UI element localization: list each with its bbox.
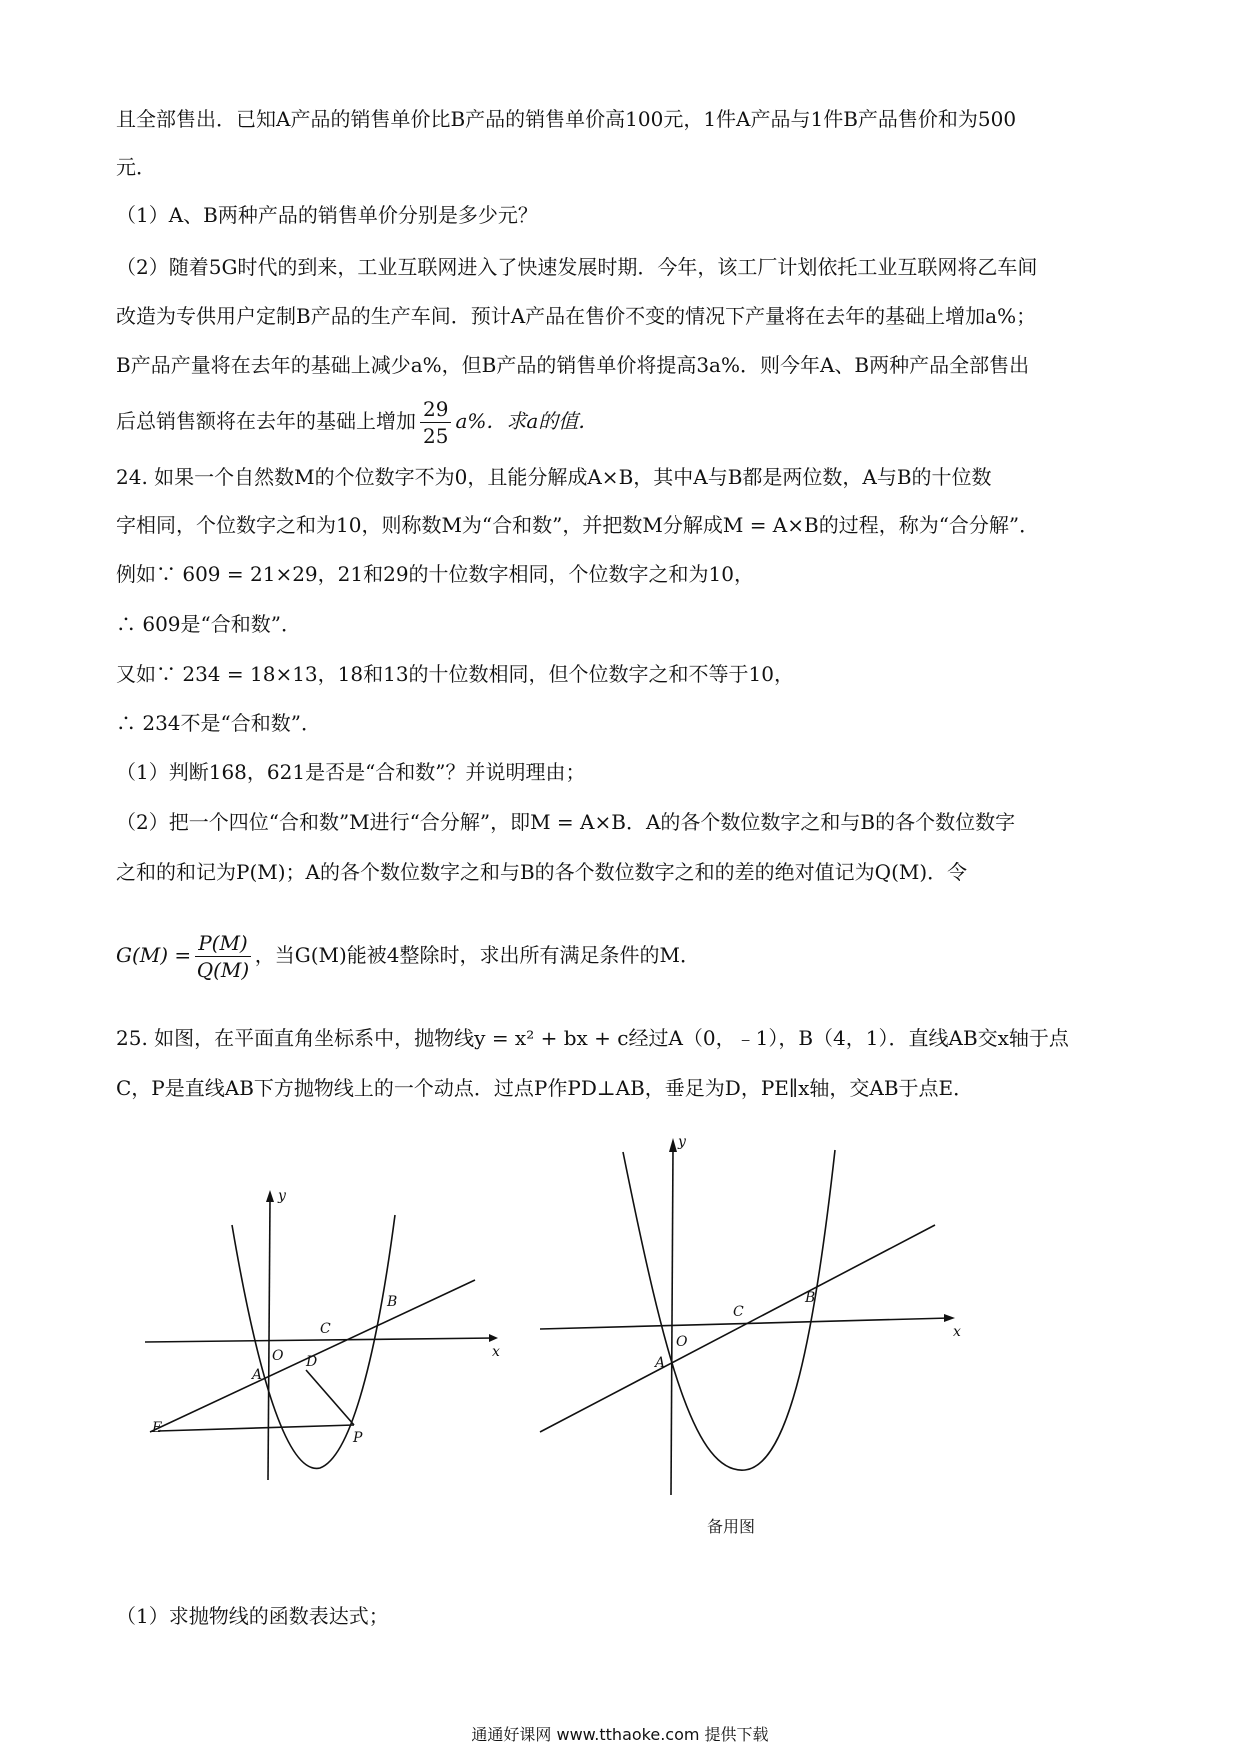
q23-part2-line4-text: 后总销售额将在去年的基础上增加 xyxy=(116,409,416,433)
fraction-29-25 xyxy=(420,396,451,449)
fig2-label-y: y xyxy=(678,1134,686,1150)
fig2-label-c: C xyxy=(733,1304,744,1320)
fig2-y-arrow xyxy=(669,1138,677,1152)
fig2-label-x: x xyxy=(953,1324,961,1340)
q24-line3: 例如∵ 609 = 21×29，21和29的十位数字相同，个位数字之和为10， xyxy=(116,562,755,586)
q23-part2-line3: B产品产量将在去年的基础上减少a%，但B产品的销售单价将提高3a%．则今年A、B两种产品全部售出 xyxy=(116,353,1030,377)
q24-part2-line1: （2）把一个四位“合和数”M进行“合分解”，即M = A×B．A的各个数位数字之和与B的各个数位数字 xyxy=(116,810,1016,834)
fig1-segment-pd xyxy=(306,1370,354,1425)
g-fraction-numerator: P(M) xyxy=(195,930,251,957)
fraction-denominator: 25 xyxy=(423,424,449,448)
q23-part2-line1: （2）随着5G时代的到来，工业互联网进入了快速发展时期．今年，该工厂计划依托工业互联网将乙车间 xyxy=(116,255,1038,279)
fig1-y-arrow xyxy=(266,1190,274,1202)
g-fraction-denominator: Q(M) xyxy=(196,958,250,982)
fig1-label-d: D xyxy=(306,1354,318,1370)
fig2-x-arrow xyxy=(944,1314,955,1322)
figure-1-diagram xyxy=(140,1180,520,1500)
figure-2-svg xyxy=(535,1130,975,1520)
fig1-label-c: C xyxy=(320,1321,331,1337)
figure-2-diagram xyxy=(535,1130,975,1536)
q25-part1: （1）求抛物线的函数表达式； xyxy=(116,1604,389,1628)
fig2-x-axis xyxy=(540,1318,950,1329)
q24-part2-line3-tail: ，当G(M)能被4整除时，求出所有满足条件的M． xyxy=(254,943,700,967)
q23-part1: （1）A、B两种产品的销售单价分别是多少元？ xyxy=(116,203,538,227)
fig1-label-o: O xyxy=(272,1348,284,1364)
page-footer: 通通好课网 www.tthaoke.com 提供下载 xyxy=(471,1725,769,1744)
fig1-label-e: E xyxy=(152,1420,163,1436)
fig1-label-a: A xyxy=(252,1367,263,1383)
q24-part2-line2: 之和的和记为P(M)；A的各个数位数字之和与B的各个数位数字之和的差的绝对值记为Q(M)．令 xyxy=(116,860,968,884)
q25-line2: C，P是直线AB下方抛物线上的一个动点．过点P作PD⊥AB，垂足为D，PE∥x轴，交AB于点E． xyxy=(116,1076,974,1100)
q24-line5: 又如∵ 234 = 18×13，18和13的十位数相同，但个位数字之和不等于10， xyxy=(116,662,795,686)
fig1-label-b: B xyxy=(387,1294,398,1310)
q25-line1: 25. 如图，在平面直角坐标系中，抛物线y = x² + bx + c经过A（0，﹣1），B（4，1）．直线AB交x轴于点 xyxy=(116,1026,1069,1050)
fraction-numerator: 29 xyxy=(420,396,451,423)
q23-line2: 元． xyxy=(116,155,156,179)
q23-part2-line4-tail: a%．求a的值． xyxy=(455,409,599,433)
fig1-y-axis xyxy=(268,1200,270,1480)
fig1-x-arrow xyxy=(489,1334,498,1342)
figure-2-caption: 备用图 xyxy=(707,1517,756,1536)
fig2-label-a: A xyxy=(655,1355,666,1371)
fig1-label-y: y xyxy=(278,1188,286,1204)
q24-line1: 24. 如果一个自然数M的个位数字不为0，且能分解成A×B，其中A与B都是两位数，A与B的十位数 xyxy=(116,465,992,489)
q24-line4: ∴ 609是“合和数”． xyxy=(116,612,301,636)
q24-line6: ∴ 234不是“合和数”． xyxy=(116,711,321,735)
fig2-y-axis xyxy=(671,1148,673,1495)
fig1-x-axis xyxy=(145,1338,495,1342)
fig1-label-p: P xyxy=(353,1430,363,1446)
q24-part1: （1）判断168，621是否是“合和数”？并说明理由； xyxy=(116,760,586,784)
figure-1-svg xyxy=(140,1180,520,1500)
q24-line2: 字相同，个位数字之和为10，则称数M为“合和数”，并把数M分解成M = A×B的过程，称为“合分解”． xyxy=(116,513,1040,537)
q24-part2-line3 xyxy=(116,920,1136,990)
fig2-line-ab xyxy=(540,1225,935,1432)
q23-part2-line4 xyxy=(116,393,1136,449)
fig2-label-o: O xyxy=(676,1334,688,1350)
fig2-parabola xyxy=(623,1150,835,1470)
fig1-label-x: x xyxy=(492,1344,500,1360)
g-of-m-label: G(M) = xyxy=(116,943,192,967)
fig2-label-b: B xyxy=(805,1290,816,1306)
fig1-segment-pe xyxy=(158,1425,354,1431)
q23-line1: 且全部售出．已知A产品的销售单价比B产品的销售单价高100元，1件A产品与1件B产品售价和为500 xyxy=(116,107,1017,131)
g-fraction xyxy=(195,930,251,983)
fig1-parabola xyxy=(232,1215,398,1468)
q23-part2-line2: 改造为专供用户定制B产品的生产车间．预计A产品在售价不变的情况下产量将在去年的基础上增加a%； xyxy=(116,304,1037,328)
